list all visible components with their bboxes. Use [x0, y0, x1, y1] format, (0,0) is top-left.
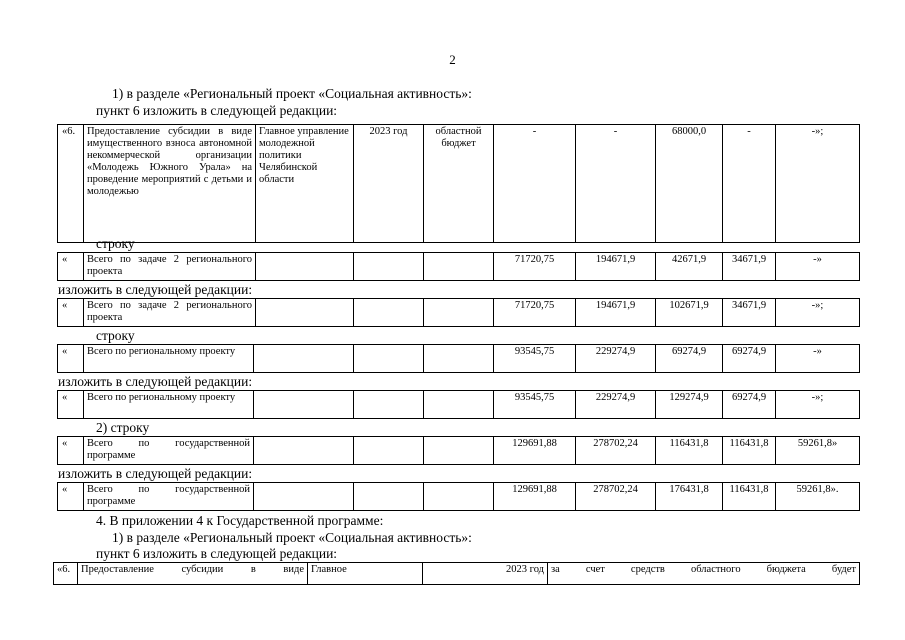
cell-v1: 71720,75: [494, 299, 576, 327]
cell-number: «6.: [54, 563, 78, 585]
section-line: 1) в разделе «Региональный проект «Социальная активность»:: [112, 86, 472, 101]
cell-v3: 42671,9: [656, 253, 723, 281]
cell-v2: 229274,9: [576, 345, 656, 373]
cell-v1: 71720,75: [494, 253, 576, 281]
cell-v5: -»: [776, 253, 860, 281]
cell-v1: 129691,88: [494, 483, 576, 511]
cell-value-3: 68000,0: [656, 125, 723, 243]
cell-description: Предоставление субсидии в виде: [78, 563, 308, 585]
cell-v4: 69274,9: [723, 391, 776, 419]
cell-v2: 229274,9: [576, 391, 656, 419]
cell-v3: 129274,9: [656, 391, 723, 419]
cell-executor: Главное: [308, 563, 423, 585]
cell-v1: 129691,88: [494, 437, 576, 465]
cell-value-5: -»;: [776, 125, 860, 243]
cell-label: Всего по задаче 2 регионального проекта: [84, 299, 256, 327]
line-izlozhit: изложить в следующей редакции:: [58, 282, 253, 297]
section-line: 1) в разделе «Региональный проект «Социальная активность»:: [112, 530, 472, 545]
instruction-line: пункт 6 изложить в следующей редакции:: [96, 103, 338, 118]
cell-v5: -»;: [776, 391, 860, 419]
cell-number: «6.: [58, 125, 84, 243]
cell-v2: 194671,9: [576, 299, 656, 327]
cell-v5: 59261,8».: [776, 483, 860, 511]
instruction-line: пункт 6 изложить в следующей редакции:: [96, 546, 338, 561]
cell-funding: за счет средств областного бюджета будет: [548, 563, 860, 585]
line-item-2-stroku: 2) строку: [96, 420, 150, 435]
table-item-6-appendix: [53, 562, 860, 585]
cell-quote: «: [58, 253, 84, 281]
cell-v4: 116431,8: [723, 483, 776, 511]
cell-v2: 278702,24: [576, 437, 656, 465]
cell-label: Всего по задаче 2 регионального проекта: [84, 253, 256, 281]
cell-year: 2023 год: [423, 563, 548, 585]
line-stroku: строку: [96, 236, 135, 251]
cell-executor: Главное управление молодежной политики Челябинской области: [256, 125, 354, 243]
cell-v3: 69274,9: [656, 345, 723, 373]
cell-quote: «: [58, 299, 84, 327]
table-row: [57, 436, 860, 465]
cell-v5: -»;: [776, 299, 860, 327]
cell-v3: 176431,8: [656, 483, 723, 511]
cell-quote: «: [58, 437, 84, 465]
cell-v3: 102671,9: [656, 299, 723, 327]
cell-v4: 34671,9: [723, 299, 776, 327]
cell-label: Всего по государственной программе: [84, 483, 254, 511]
table-item-6: [57, 124, 860, 243]
cell-year: 2023 год: [354, 125, 424, 243]
cell-label: Всего по региональному проекту: [84, 391, 254, 419]
cell-v4: 116431,8: [723, 437, 776, 465]
cell-label: Всего по государственной программе: [84, 437, 254, 465]
table-row: [57, 482, 860, 511]
cell-v2: 278702,24: [576, 483, 656, 511]
cell-label: Всего по региональному проекту: [84, 345, 254, 373]
cell-value-1: -: [494, 125, 576, 243]
table-row: [57, 344, 860, 373]
cell-source: областной бюджет: [424, 125, 494, 243]
cell-value-4: -: [723, 125, 776, 243]
line-appendix-4: 4. В приложении 4 к Государственной программе:: [96, 513, 384, 528]
cell-v4: 34671,9: [723, 253, 776, 281]
cell-v1: 93545,75: [494, 391, 576, 419]
cell-v2: 194671,9: [576, 253, 656, 281]
cell-quote: «: [58, 391, 84, 419]
line-stroku: строку: [96, 328, 135, 343]
cell-value-2: -: [576, 125, 656, 243]
table-row: [57, 390, 860, 419]
page-number: 2: [449, 52, 456, 67]
cell-v5: -»: [776, 345, 860, 373]
cell-v5: 59261,8»: [776, 437, 860, 465]
cell-quote: «: [58, 345, 84, 373]
line-izlozhit: изложить в следующей редакции:: [58, 466, 253, 481]
cell-v4: 69274,9: [723, 345, 776, 373]
cell-v3: 116431,8: [656, 437, 723, 465]
cell-description: Предоставление субсидии в виде имущественного взноса автономной некоммерческой организации «Молодежь Южного Урала» на проведение мероприятий с детьми и молодежью: [84, 125, 256, 243]
table-row: [57, 252, 860, 281]
cell-v1: 93545,75: [494, 345, 576, 373]
cell-quote: «: [58, 483, 84, 511]
table-row: [57, 298, 860, 327]
line-izlozhit: изложить в следующей редакции:: [58, 374, 253, 389]
